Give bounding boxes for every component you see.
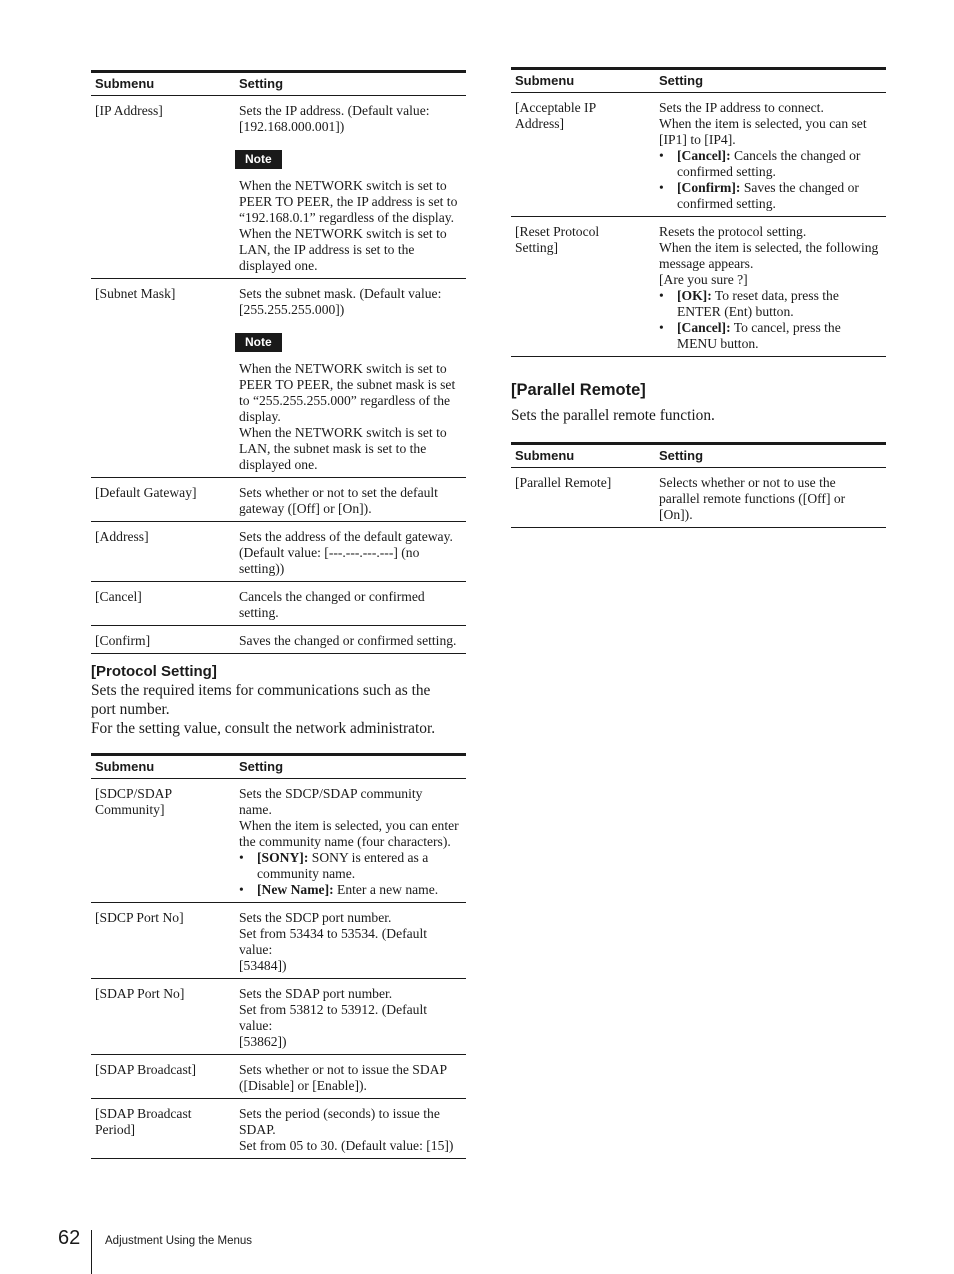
setting-acceptable-ip: [655, 93, 886, 217]
option-text: confirmed setting.: [677, 164, 776, 179]
option-key: [Cancel]:: [677, 320, 731, 335]
table-row-broadcast-period: [91, 1099, 466, 1159]
setting-subnet-mask: [235, 279, 466, 478]
option-text: ENTER (Ent) button.: [677, 304, 794, 319]
submenu-line: [SDAP Broadcast: [95, 1106, 192, 1121]
table-row-acceptable-ip: [511, 93, 886, 217]
note-line: “192.168.0.1” regardless of the display.: [239, 210, 455, 225]
option-text: Cancels the changed or: [730, 148, 861, 163]
submenu-line: [Reset Protocol: [515, 224, 600, 239]
submenu-line: Community]: [95, 802, 165, 817]
option-text: SONY is entered as a: [308, 850, 429, 865]
setting-line: Sets the SDCP port number.: [239, 910, 392, 925]
parallel-remote-description: Sets the parallel remote function.: [511, 407, 715, 424]
footer-section-title: Adjustment Using the Menus: [105, 1235, 253, 1247]
option-key: [OK]:: [677, 288, 712, 303]
note-line: When the NETWORK switch is set to: [239, 226, 447, 241]
submenu-ip-address: [IP Address]: [91, 96, 235, 279]
submenu-sdcp-port: [SDCP Port No]: [91, 903, 235, 979]
option-item-sony: [239, 850, 462, 882]
submenu-broadcast-period: [91, 1099, 235, 1159]
submenu-line: Period]: [95, 1122, 136, 1137]
table-row-sdcp-port: [91, 903, 466, 979]
setting-reset-protocol: [655, 217, 886, 357]
option-text: To reset data, press the: [711, 288, 839, 303]
setting-confirm: [235, 626, 466, 654]
submenu-acceptable-ip: [511, 93, 655, 217]
setting-line: (Default value: [---.---.---.---] (no: [239, 545, 420, 560]
setting-ip-address: [235, 96, 466, 279]
setting-line: [On]).: [659, 507, 693, 522]
setting-broadcast-period: [235, 1099, 466, 1159]
submenu-reset-protocol: [511, 217, 655, 357]
option-key: [Confirm]:: [677, 180, 741, 195]
setting-line: When the item is selected, the following: [659, 240, 879, 255]
setting-line: ([Disable] or [Enable]).: [239, 1078, 367, 1093]
setting-line: Selects whether or not to use the: [659, 475, 836, 490]
note-line: display.: [239, 409, 281, 424]
table-row-community: [91, 779, 466, 903]
setting-line: the community name (four characters).: [239, 834, 451, 849]
submenu-line: Address]: [515, 116, 565, 131]
protocol-address-table: [511, 67, 886, 357]
table-row-parallel-remote: [511, 468, 886, 528]
option-text: confirmed setting.: [677, 196, 776, 211]
option-text: Saves the changed or: [740, 180, 859, 195]
submenu-cancel: [Cancel]: [91, 582, 235, 626]
setting-parallel-remote: [655, 468, 886, 528]
protocol-settings-table: [91, 753, 466, 1159]
note-line: When the NETWORK switch is set to: [239, 425, 447, 440]
column-header-setting: Setting: [235, 755, 466, 779]
left-column: [91, 70, 466, 1159]
submenu-confirm: [Confirm]: [91, 626, 235, 654]
setting-line: [192.168.000.001]): [239, 119, 345, 134]
note-line: When the NETWORK switch is set to: [239, 361, 447, 376]
description-line: port number.: [91, 701, 170, 718]
description-line: Sets the required items for communications such as the: [91, 682, 431, 699]
option-key: [New Name]:: [257, 882, 334, 897]
submenu-sdap-port: [SDAP Port No]: [91, 979, 235, 1055]
note-line: displayed one.: [239, 258, 318, 273]
note-badge: Note: [235, 333, 282, 352]
setting-line: parallel remote functions ([Off] or: [659, 491, 846, 506]
setting-line: Set from 05 to 30. (Default value: [15]): [239, 1138, 454, 1153]
table-header-row: [511, 444, 886, 468]
table-header-row: [511, 69, 886, 93]
page-number: 62: [58, 1227, 81, 1249]
column-header-submenu: Submenu: [91, 72, 235, 96]
table-row-sdap-port: [91, 979, 466, 1055]
note-line: to “255.255.255.000” regardless of the: [239, 393, 451, 408]
setting-line: setting.: [239, 605, 279, 620]
setting-line: SDAP.: [239, 1122, 276, 1137]
column-header-submenu: Submenu: [91, 755, 235, 779]
note-badge: Note: [235, 150, 282, 169]
option-item-new-name: [239, 882, 462, 898]
column-header-setting: Setting: [655, 69, 886, 93]
table-header-row: [91, 755, 466, 779]
footer-divider: [91, 1230, 92, 1274]
table-row-confirm: [91, 626, 466, 654]
setting-default-gateway: [235, 478, 466, 522]
column-header-setting: Setting: [655, 444, 886, 468]
option-list: [239, 850, 462, 898]
setting-line: Set from 53812 to 53912. (Default value:: [239, 1002, 428, 1033]
table-row-reset-protocol: [511, 217, 886, 357]
table-row-sdap-broadcast: [91, 1055, 466, 1099]
protocol-setting-description: [91, 681, 466, 738]
submenu-line: [SDCP/SDAP: [95, 786, 173, 801]
setting-line: name.: [239, 802, 272, 817]
option-item-ok: [659, 288, 882, 320]
parallel-remote-table: [511, 442, 886, 528]
setting-line: Sets the address of the default gateway.: [239, 529, 453, 544]
column-header-setting: Setting: [235, 72, 466, 96]
submenu-parallel-remote: [Parallel Remote]: [511, 468, 655, 528]
option-item-confirm: [659, 180, 882, 212]
setting-line: Resets the protocol setting.: [659, 224, 807, 239]
setting-line: Set from 53434 to 53534. (Default value:: [239, 926, 428, 957]
right-column: [511, 67, 886, 528]
note-line: PEER TO PEER, the subnet mask is set: [239, 377, 456, 392]
option-key: [SONY]:: [257, 850, 309, 865]
setting-sdap-broadcast: [235, 1055, 466, 1099]
setting-community: [235, 779, 466, 903]
table-row-subnet-mask: [91, 279, 466, 478]
note-line: LAN, the subnet mask is set to the: [239, 441, 427, 456]
submenu-community: [91, 779, 235, 903]
column-header-submenu: Submenu: [511, 69, 655, 93]
setting-sdcp-port: [235, 903, 466, 979]
table-row-address: [91, 522, 466, 582]
option-text: MENU button.: [677, 336, 759, 351]
option-item-cancel: [659, 320, 882, 352]
note-line: PEER TO PEER, the IP address is set to: [239, 194, 458, 209]
setting-line: setting)): [239, 561, 285, 576]
table-header-row: [91, 72, 466, 96]
setting-line: When the item is selected, you can set: [659, 116, 867, 131]
setting-line: message appears.: [659, 256, 754, 271]
submenu-subnet-mask: [Subnet Mask]: [91, 279, 235, 478]
setting-line: Sets the IP address to connect.: [659, 100, 824, 115]
submenu-sdap-broadcast: [SDAP Broadcast]: [91, 1055, 235, 1099]
note-line: LAN, the IP address is set to the: [239, 242, 415, 257]
setting-line: Sets the SDCP/SDAP community: [239, 786, 423, 801]
parallel-remote-heading: [Parallel Remote]: [511, 381, 646, 399]
setting-address: [235, 522, 466, 582]
setting-line: Sets the IP address. (Default value:: [239, 103, 430, 118]
option-text: To cancel, press the: [730, 320, 841, 335]
submenu-default-gateway: [Default Gateway]: [91, 478, 235, 522]
option-list: [659, 288, 882, 352]
option-text: Enter a new name.: [333, 882, 439, 897]
setting-line: When the item is selected, you can enter: [239, 818, 459, 833]
setting-sdap-port: [235, 979, 466, 1055]
table-row-cancel: [91, 582, 466, 626]
option-key: [Cancel]:: [677, 148, 731, 163]
setting-line: Cancels the changed or confirmed: [239, 589, 425, 604]
option-item-cancel: [659, 148, 882, 180]
setting-line: [53484]): [239, 958, 287, 973]
note-line: displayed one.: [239, 457, 318, 472]
table-row-default-gateway: [91, 478, 466, 522]
note-line: When the NETWORK switch is set to: [239, 178, 447, 193]
option-text: community name.: [257, 866, 356, 881]
setting-line: [255.255.255.000]): [239, 302, 345, 317]
setting-line: Sets whether or not to set the default: [239, 485, 438, 500]
description-line: For the setting value, consult the network administrator.: [91, 720, 436, 737]
protocol-setting-heading: [Protocol Setting]: [91, 663, 217, 680]
column-header-submenu: Submenu: [511, 444, 655, 468]
setting-line: gateway ([Off] or [On]).: [239, 501, 372, 516]
setting-line: Sets the period (seconds) to issue the: [239, 1106, 440, 1121]
submenu-line: [Acceptable IP: [515, 100, 597, 115]
setting-cancel: [235, 582, 466, 626]
setting-line: [Are you sure ?]: [659, 272, 748, 287]
submenu-line: Setting]: [515, 240, 559, 255]
submenu-address: [Address]: [91, 522, 235, 582]
setting-line: Sets the SDAP port number.: [239, 986, 393, 1001]
network-settings-table: [91, 70, 466, 654]
table-row-ip-address: [91, 96, 466, 279]
setting-line: Sets the subnet mask. (Default value:: [239, 286, 442, 301]
setting-line: [IP1] to [IP4].: [659, 132, 736, 147]
setting-line: Sets whether or not to issue the SDAP: [239, 1062, 448, 1077]
option-list: [659, 148, 882, 212]
setting-line: Saves the changed or confirmed setting.: [239, 633, 457, 648]
setting-line: [53862]): [239, 1034, 287, 1049]
